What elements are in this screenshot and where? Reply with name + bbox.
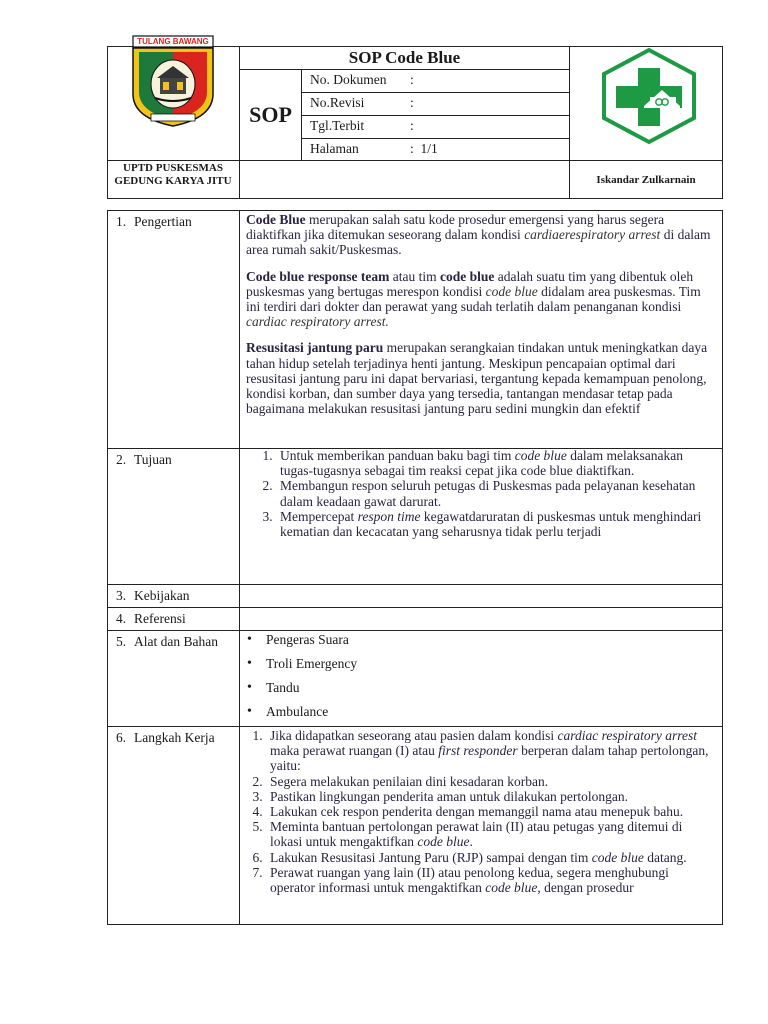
- meta-row-revisi: No.Revisi :: [310, 95, 414, 110]
- list-item: 2. Membangun respon seluruh petugas di Puskesmas pada pelayanan kesehatan dalam keadaan gawat darurat.: [276, 478, 714, 508]
- list-item: 5. Meminta bantuan pertolongan perawat lain (II) atau petugas yang ditemui di lokasi untuk mengaktifkan code blue.: [266, 819, 714, 849]
- list-item: • Tandu: [266, 676, 722, 700]
- organization-name: UPTD PUSKESMAS GEDUNG KARYA JITU: [114, 162, 232, 187]
- list-item: 2. Segera melakukan penilaian dini kesadaran korban.: [266, 774, 714, 789]
- section-label-tujuan: 2. Tujuan: [116, 452, 172, 467]
- puskesmas-logo: [598, 46, 700, 146]
- list-item: 7. Perawat ruangan yang lain (II) atau penolong kedua, segera menghubungi operator informasi untuk mengaktifkan code blue, dengan prosedur: [266, 865, 714, 895]
- list-item: • Ambulance: [266, 700, 722, 724]
- list-item: 3. Mempercepat respon time kegawatdaruratan di puskesmas untuk menghindari kematian dan kecacatan yang seharusnya tidak perlu terjadi: [276, 509, 714, 539]
- document-title: SOP Code Blue: [348, 48, 461, 67]
- region-name: TULANG BAWANG: [137, 37, 209, 46]
- section-label-referensi: 4. Referensi: [116, 611, 186, 626]
- section-label-pengertian: 1. Pengertian: [116, 214, 192, 229]
- regional-logo: [127, 34, 219, 128]
- section-label-kebijakan: 3. Kebijakan: [116, 588, 190, 603]
- list-item: 4. Lakukan cek respon penderita dengan memanggil nama atau menepuk bahu.: [266, 804, 714, 819]
- section-content-tujuan: [240, 448, 722, 539]
- list-item: 1. Untuk memberikan panduan baku bagi tim code blue dalam melaksanakan tugas-tugasnya sebagai tim reaksi cepat jika code blue diaktifkan.: [276, 448, 714, 478]
- list-item: • Pengeras Suara: [266, 628, 722, 652]
- list-item: 1. Jika didapatkan seseorang atau pasien dalam kondisi cardiac respiratory arrest maka perawat ruangan (I) atau first responder berperan dalam tahap pertolongan, yaitu:: [266, 728, 714, 774]
- signatory-name: Iskandar Zulkarnain: [596, 173, 696, 186]
- meta-row-halaman: Halaman : 1/1: [310, 141, 438, 156]
- section-content-langkah: [240, 728, 722, 924]
- meta-row-terbit: Tgl.Terbit :: [310, 118, 414, 133]
- list-item: 6. Lakukan Resusitasi Jantung Paru (RJP) sampai dengan tim code blue datang.: [266, 850, 714, 865]
- section-content-pengertian: Code Blue merupakan salah satu kode prosedur emergensi yang harus segera diaktifkan jika ditemukan seseorang dalam kondisi cardiaerespiratory arrest di dalam area rumah sakit/Puskesmas. Code blue response team atau tim code blue adalah suatu tim yang dibentuk oleh puskesmas yang bertugas merespon kondisi code blue didalam area puskesmas. Tim ini terdiri dari dokter dan perawat yang sudah terlatih dalam penanganan kondisi cardiac respiratory arrest. Resusitasi jantung paru merupakan serangkaian tindakan untuk meningkatkan daya tahan hidup setelah terjadinya henti jantung. Meskipun pencapaian optimal dari resusitasi jantung paru ini dapat bervariasi, tergantung kepada kemampuan penolong, kondisi korban, dan sumber daya yang tersedia, tantangan mendasar tetap pada bagaimana melakukan resusitasi jantung paru sedini mungkin dan efektif: [246, 212, 711, 417]
- meta-row-dokumen: No. Dokumen :: [310, 72, 414, 87]
- sop-label: SOP: [249, 102, 292, 127]
- section-label-alat: 5. Alat dan Bahan: [116, 634, 218, 649]
- list-item: • Troli Emergency: [266, 652, 722, 676]
- section-label-langkah: 6. Langkah Kerja: [116, 730, 215, 745]
- section-content-alat: [240, 628, 722, 724]
- list-item: 3. Pastikan lingkungan penderita aman untuk dilakukan pertolongan.: [266, 789, 714, 804]
